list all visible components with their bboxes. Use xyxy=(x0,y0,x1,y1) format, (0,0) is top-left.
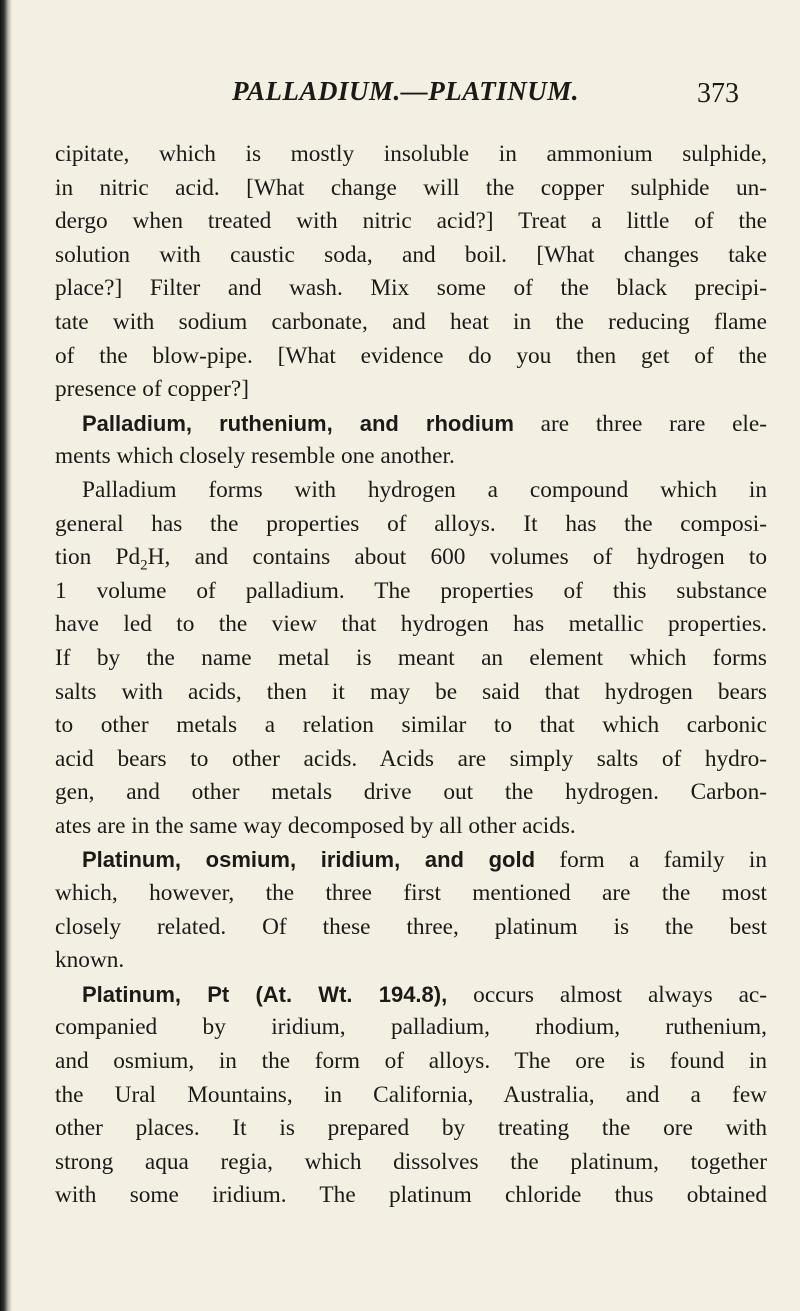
text-line: dergo when treated with nitric acid?] Treat a little of the xyxy=(55,208,767,235)
text-line: ments which closely resemble one another. xyxy=(55,443,455,470)
text-line: presence of copper?] xyxy=(55,376,250,403)
formula-subscript: 2 xyxy=(140,557,148,574)
text-line: in nitric acid. [What change will the copper sulphide un- xyxy=(55,174,767,201)
text-line: other places. It is prepared by treating the ore with xyxy=(55,1115,767,1142)
paragraph-first-line xyxy=(55,978,767,1012)
text-line: closely related. Of these three, platinum is the best xyxy=(55,913,767,940)
text-line: companied by iridium, palladium, rhodium, ruthenium, xyxy=(55,1014,767,1041)
text-line: have led to the view that hydrogen has metallic properties. xyxy=(55,611,767,638)
paragraph-first-line xyxy=(55,407,767,441)
paragraph-first-line xyxy=(55,843,767,877)
page-edge-shadow xyxy=(0,0,12,1311)
text-line: Palladium forms with hydrogen a compound which in xyxy=(82,476,767,503)
text-line: tate with sodium carbonate, and heat in the reducing flame xyxy=(55,308,767,335)
paragraph-lead: Platinum, Pt (At. Wt. 194.8), xyxy=(82,981,448,1007)
formula-suffix: H, and contains about 600 volumes of hydrogen to xyxy=(147,544,768,571)
text-line: which, however, the three first mentioned are the most xyxy=(55,880,767,907)
running-head: PALLADIUM.—PLATINUM. xyxy=(232,76,580,106)
paragraph-text: form a family in xyxy=(559,847,767,874)
text-line: of the blow-pipe. [What evidence do you then get of the xyxy=(55,342,767,369)
text-line: to other metals a relation similar to that which carbonic xyxy=(55,712,767,739)
text-line: salts with acids, then it may be said that hydrogen bears xyxy=(55,678,767,705)
text-line: and osmium, in the form of alloys. The ore is found in xyxy=(55,1048,767,1075)
text-line: strong aqua regia, which dissolves the platinum, together xyxy=(55,1148,767,1175)
paragraph-lead: Platinum, osmium, iridium, and gold xyxy=(82,847,536,873)
formula-prefix: tion Pd xyxy=(55,544,141,571)
paragraph-text: are three rare ele- xyxy=(540,410,767,437)
body-text xyxy=(55,138,767,1213)
text-line: place?] Filter and wash. Mix some of the black precipi- xyxy=(55,275,767,302)
paragraph-text: occurs almost always ac- xyxy=(473,981,768,1008)
text-line: 1 volume of palladium. The properties of this substance xyxy=(55,577,767,604)
text-line xyxy=(55,541,767,575)
text-line: ates are in the same way decomposed by all other acids. xyxy=(55,812,576,839)
text-line: gen, and other metals drive out the hydrogen. Carbon- xyxy=(55,779,767,806)
text-line: solution with caustic soda, and boil. [What changes take xyxy=(55,241,767,268)
paragraph-lead: Palladium, ruthenium, and rhodium xyxy=(82,410,514,436)
text-line: cipitate, which is mostly insoluble in ammonium sulphide, xyxy=(55,141,767,167)
text-line: the Ural Mountains, in California, Australia, and a few xyxy=(55,1081,767,1108)
text-line: If by the name metal is meant an element which forms xyxy=(55,644,767,671)
text-line: known. xyxy=(55,947,125,974)
text-line: with some iridium. The platinum chloride thus obtained xyxy=(55,1182,767,1209)
text-line: acid bears to other acids. Acids are simply salts of hydro- xyxy=(55,745,767,772)
page-header xyxy=(0,76,800,116)
page-number: 373 xyxy=(697,78,739,109)
text-line: general has the properties of alloys. It has the composi- xyxy=(55,510,767,537)
